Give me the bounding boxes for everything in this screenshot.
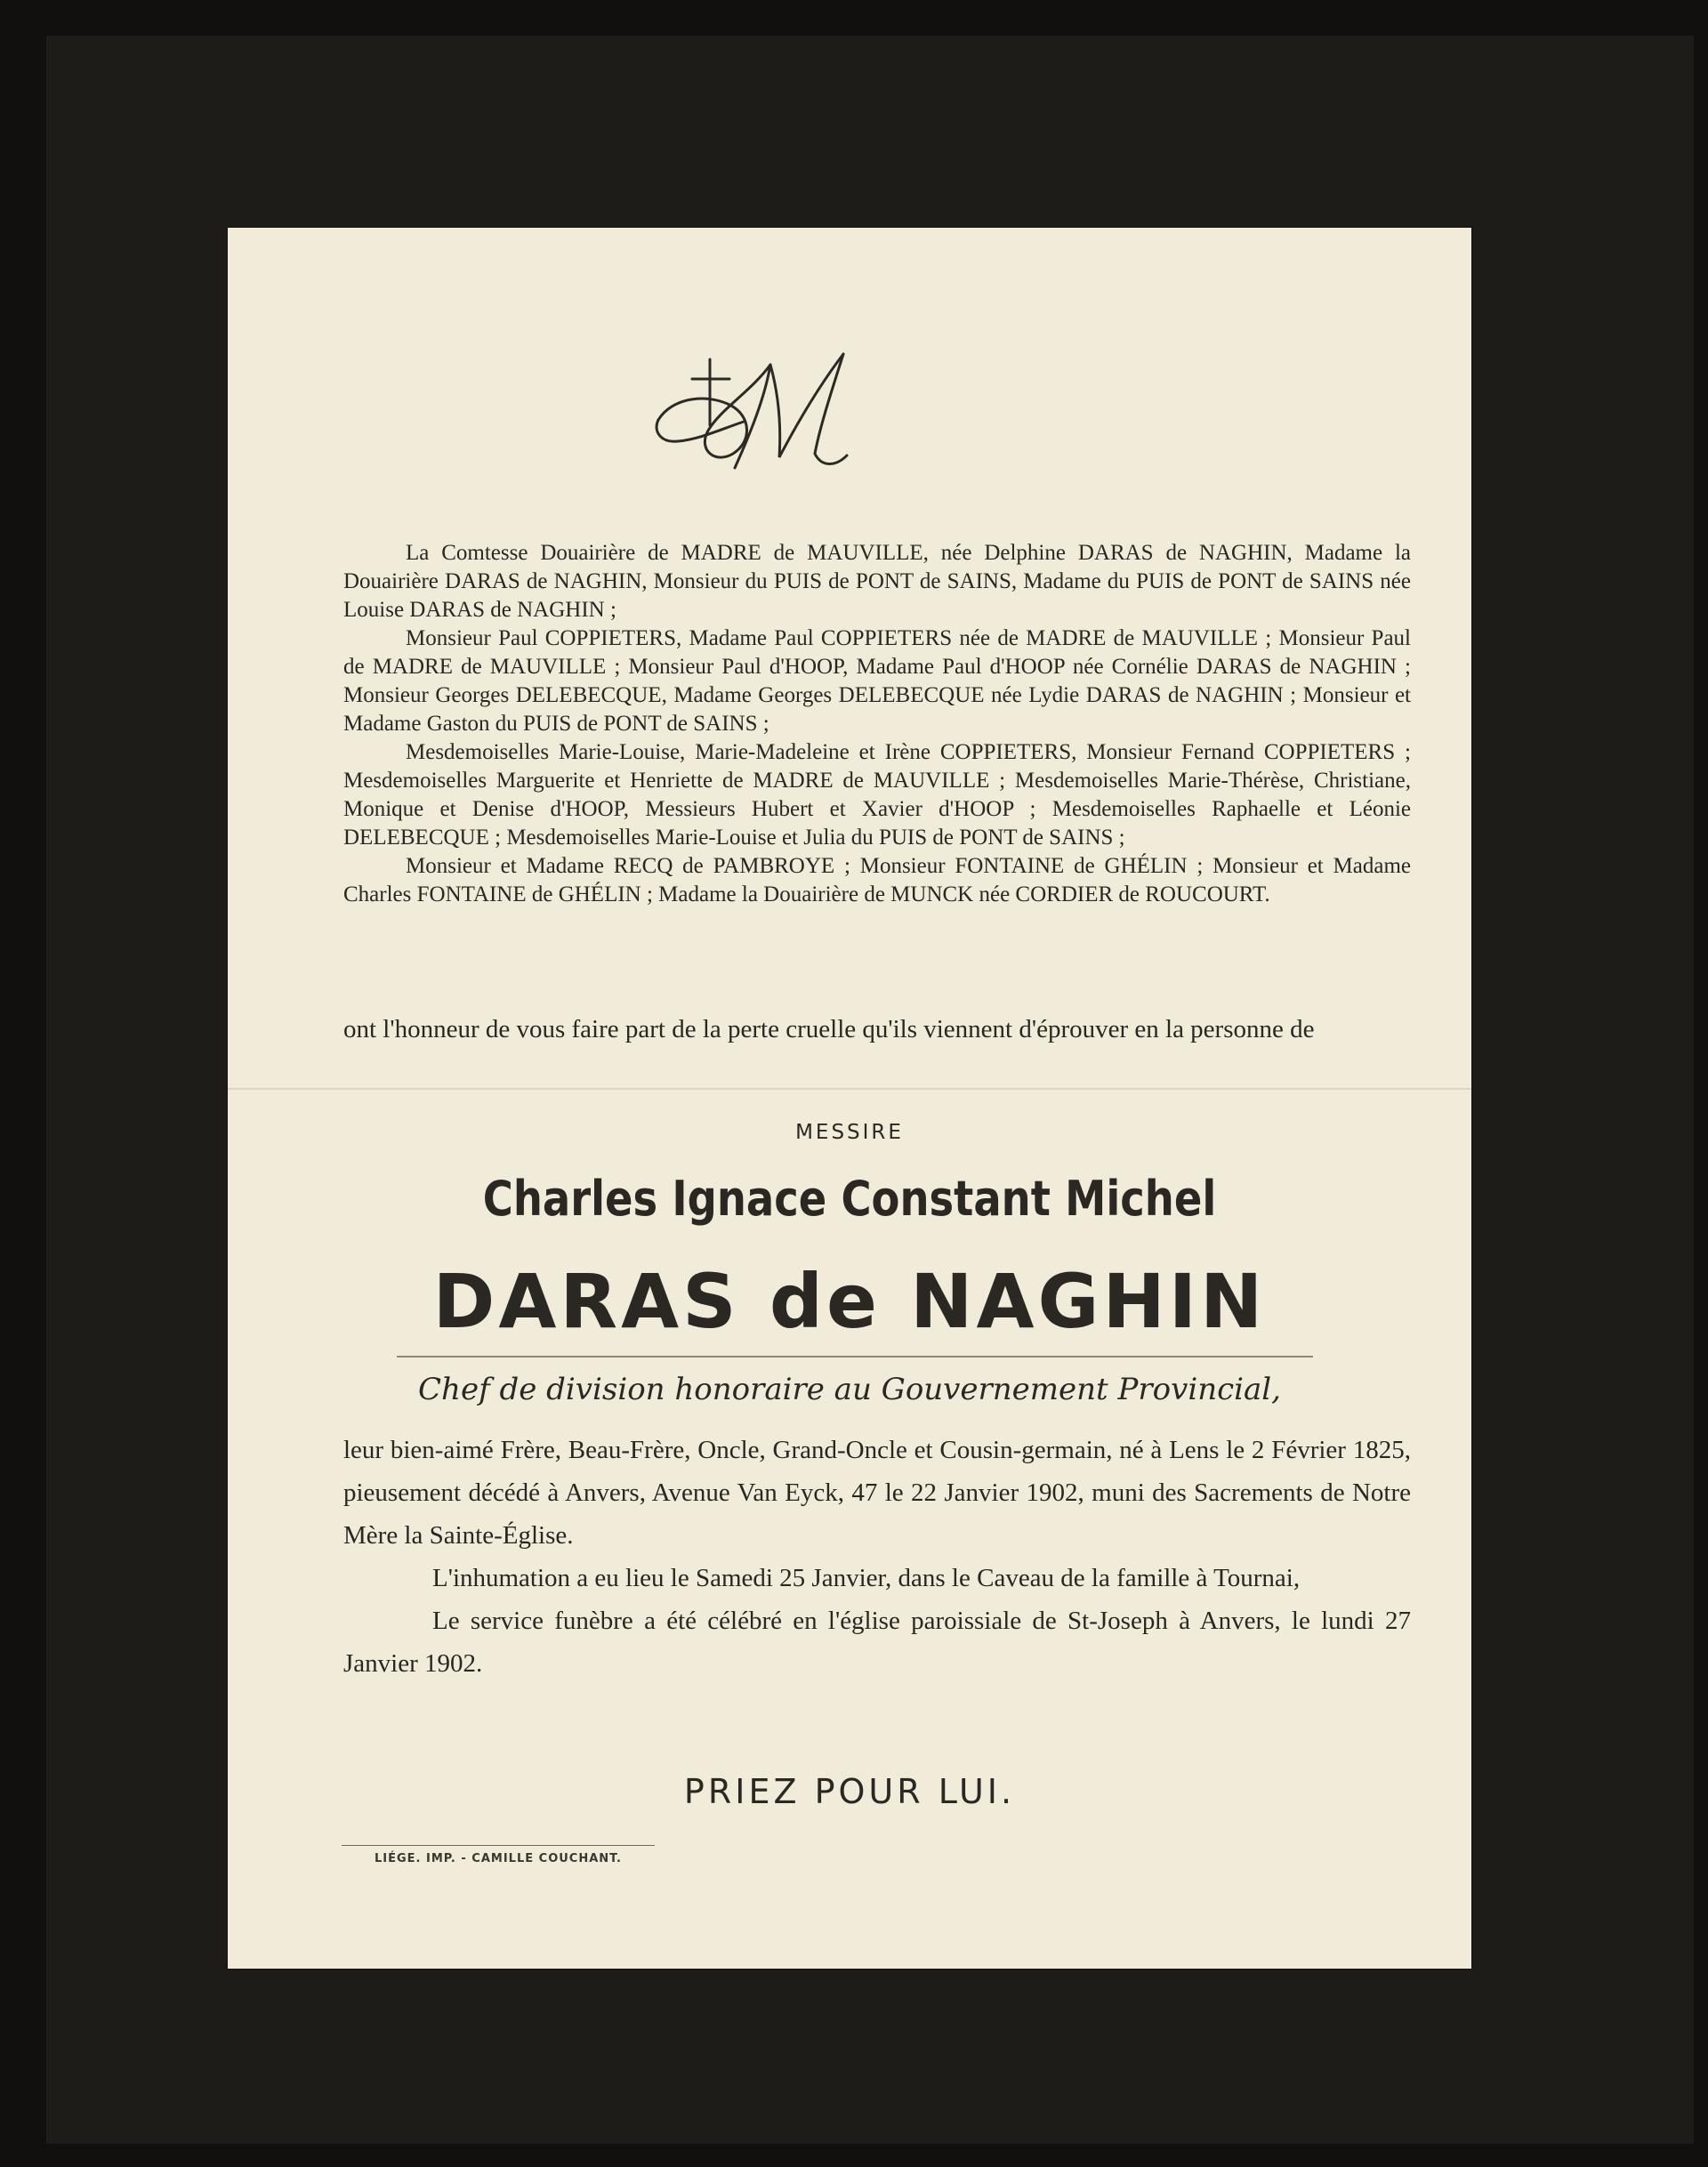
cross-monogram-icon (646, 343, 859, 486)
printer-divider (342, 1845, 655, 1846)
closing-prayer: PRIEZ POUR LUI. (683, 1772, 1016, 1811)
deceased-title: Chef de division honoraire au Gouvernement Provincial, (418, 1372, 1281, 1407)
printer-imprint: LIÉGE. IMP. - CAMILLE COUCHANT. (374, 1852, 622, 1865)
announcement-lead: ont l'honneur de vous faire part de la perte cruelle qu'ils viennent d'éprouver en la personne de (343, 1015, 1315, 1043)
family-list (343, 539, 1411, 909)
details-paragraph: leur bien-aimé Frère, Beau-Frère, Oncle, Grand-Oncle et Cousin-germain, né à Lens le 2 Février 1825, pieusement décédé à Anvers, Avenue Van Eyck, 47 le 22 Janvier 1902, muni des Sacrements de Notre Mère la Sainte-Église. (343, 1436, 1411, 1550)
service-paragraph: Le service funèbre a été célébré en l'église paroissiale de St-Joseph à Anvers, le lundi 27 Janvier 1902. (343, 1607, 1411, 1678)
family-paragraph: Monsieur Paul COPPIETERS, Madame Paul COPPIETERS née de MADRE de MAUVILLE ; Monsieur Paul de MADRE de MAUVILLE ; Monsieur Paul d'HOOP, Madame Paul d'HOOP née Cornélie DARAS de NAGHIN ; Monsieur Georges DELEBECQUE, Madame Georges DELEBECQUE née Lydie DARAS de NAGHIN ; Monsieur et Madame Gaston du PUIS de PONT de SAINS ; (343, 626, 1411, 736)
deceased-surname: DARAS de NAGHIN (432, 1258, 1267, 1345)
family-paragraph: La Comtesse Douairière de MADRE de MAUVILLE, née Delphine DARAS de NAGHIN, Madame la Douairière DARAS de NAGHIN, Monsieur du PUIS de PONT de SAINS, Madame du PUIS de PONT de SAINS née Louise DARAS de NAGHIN ; (343, 541, 1411, 622)
deceased-given-names: Charles Ignace Constant Michel (482, 1171, 1217, 1227)
death-notice-sheet (228, 228, 1471, 1969)
fold-line (228, 1088, 1471, 1090)
burial-paragraph: L'inhumation a eu lieu le Samedi 25 Janvier, dans le Caveau de la famille à Tournai, (432, 1564, 1301, 1592)
family-paragraph: Mesdemoiselles Marie-Louise, Marie-Madeleine et Irène COPPIETERS, Monsieur Fernand COPPIETERS ; Mesdemoiselles Marguerite et Henriette de MADRE de MAUVILLE ; Mesdemoiselles Marie-Thérèse, Christiane, Monique et Denise d'HOOP, Messieurs Hubert et Xavier d'HOOP ; Mesdemoiselles Raphaelle et Léonie DELEBECQUE ; Mesdemoiselles Marie-Louise et Julia du PUIS de PONT de SAINS ; (343, 740, 1411, 850)
family-paragraph: Monsieur et Madame RECQ de PAMBROYE ; Monsieur FONTAINE de GHÉLIN ; Monsieur et Madame Charles FONTAINE de GHÉLIN ; Madame la Douairière de MUNCK née CORDIER de ROUCOURT. (343, 854, 1411, 906)
divider (397, 1356, 1313, 1357)
notice-details (343, 1429, 1411, 1685)
honorific: MESSIRE (795, 1121, 904, 1144)
